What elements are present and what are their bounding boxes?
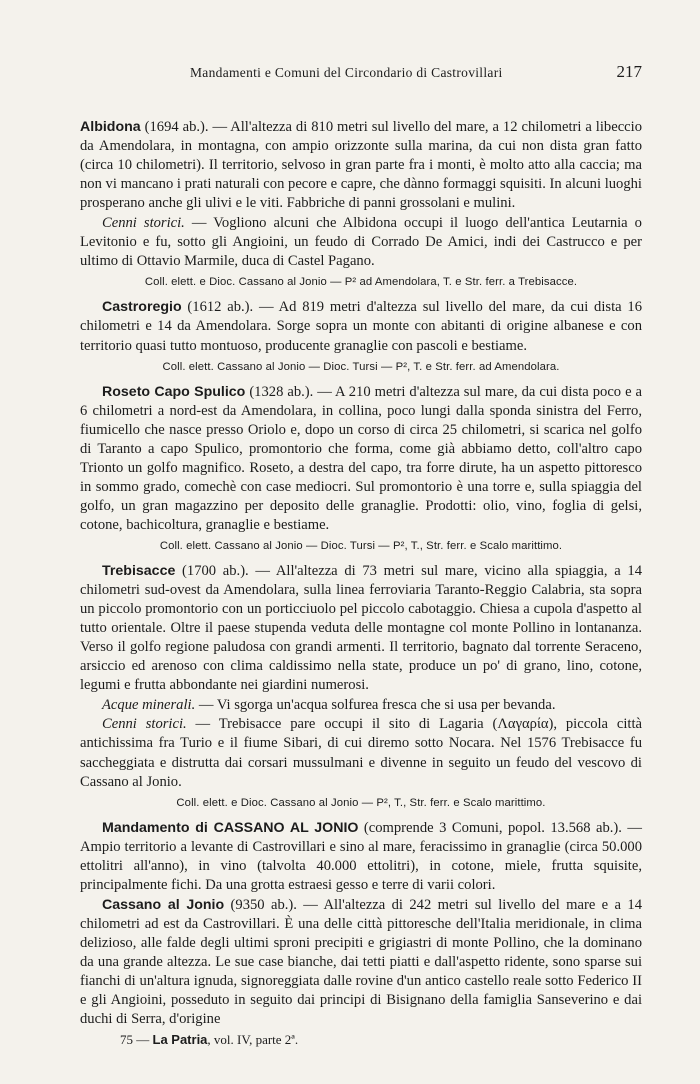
entry-text: (comprende 3 Comuni, popol. 13.568 ab.). — Ampio territorio a levante di Castrovillari e sino al mare, feracissimo in granaglie (circa 50.000 ettolitri all'anno), in vino (talvolta 40.000 ettolitri), in cotone, miele, frutta squisite, principalmente fichi. Da una grotta estraesi gesso e terre di varii colori. <box>80 819 642 893</box>
work-title: La Patria <box>152 1032 208 1047</box>
entry-text: (1694 ab.). — All'altezza di 810 metri sul livello del mare, a 12 chilometri a libeccio da Amendolara, in montagna, con ampio orizzonte sulla marina, da cui non dista gran fatto (circa 10 chilometri). Il territorio, selvoso in gran parte fra i monti, è molto atto alla caccia; ma non vi mancano i prati naturali con pecore e capre, che dànno formaggi squisiti. In alcuni luoghi prosperano anche gli ulivi e le viti. Fabbriche di panni grossolani e mulini. <box>80 119 642 212</box>
entry-heading: Trebisacce <box>102 563 176 580</box>
subsection-label: Cenni storici. <box>102 716 187 733</box>
page-number: 217 <box>616 62 642 81</box>
entry-admin-note: Coll. elett. Cassano al Jonio — Dioc. Tursi — P², T. e Str. ferr. ad Amendolara. <box>162 360 560 373</box>
volume-info: , vol. IV, parte 2ª. <box>207 1032 299 1047</box>
entry-text: (1700 ab.). — All'altezza di 73 metri sul mare, vicino alla spiaggia, a 14 chilometri sud-ovest da Amendolara, sulla linea ferroviaria Taranto-Reggio Calabria, sta sopra un piccolo promontorio con un porticciuolo pel piccolo cabotaggio. Chiesa a cupola d'aspetto al tutto orientale. Oltre il paese stupenda veduta delle montagne col monte Pollino in lontananza. Verso il golfo regione paludosa con grandi armenti. Il territorio, bagnato dal torrente Seraceno, arsiccio ed arenoso con clima caldissimo nella state, produce un po' di grano, lino, cotone, legumi e frutta abbondante nei giardini numerosi. <box>80 563 642 694</box>
page-header <box>80 62 642 82</box>
entry-text: (9350 ab.). — All'altezza di 242 metri sul livello del mare e a 14 chilometri ad est da Castrovillari. È una delle città pittoresche dell'Italia meridionale, in clima delizioso, alle falde degli ultimi sproni precipiti e grigiastri di monte Pollino, che la dominano da una grande altezza. Le sue case bianche, dai tetti piatti e dall'aspetto ridente, sono sparse sui fianchi di un'altura ignuda, signoreggiata dalle rovine d'un antico castello reale sotto Federico II e gli Angioini, posseduto in seguito dai principi di Bisignano della famiglia Sanseverino e dai duchi di Serra, d'origine <box>80 896 643 1028</box>
subsection-label: Acque minerali. <box>102 697 196 714</box>
entry-castroregio <box>80 298 642 355</box>
subsection-text: — Vogliono alcuni che Albidona occupi il luogo dell'antica Leutarnia o Levitonio e fu, sotto gli Angioini, un feudo di Corrado De Amici, indi dei Castrucco e per ultimo di Ottavio Marmile, duca di Castel Pagano. <box>80 215 642 270</box>
entry-heading: Mandamento di CASSANO AL JONIO <box>102 819 359 836</box>
running-title: Mandamenti e Comuni del Circondario di Castrovillari <box>190 65 503 80</box>
subsection-text: — Trebisacce pare occupi il sito di Lagaria (Λαγαρία), piccola città antichissima fra Turio e il fiume Sibari, di cui diremo sotto Nocara. Nel 1576 Trebisacce fu saccheggiata e distrutta dai corsari mussulmani e divenne in seguito un feudo del vescovo di Cassano al Jonio. <box>80 716 642 790</box>
entry-heading: Roseto Capo Spulico <box>102 383 246 400</box>
entry-trebisacce <box>80 562 642 695</box>
entry-subsection <box>80 715 642 791</box>
entry-heading: Albidona <box>80 119 141 135</box>
entry-admin-note: Coll. elett. e Dioc. Cassano al Jonio — P², T., Str. ferr. e Scalo marittimo. <box>176 796 546 809</box>
subsection-label: Cenni storici. <box>102 215 185 232</box>
signature-mark: 75 — <box>120 1032 153 1047</box>
entry-cassano <box>80 896 642 1029</box>
entry-mandamento-cassano <box>80 819 642 895</box>
entry-admin-note: Coll. elett. Cassano al Jonio — Dioc. Tursi — P², T., Str. ferr. e Scalo marittimo. <box>159 539 563 552</box>
subsection-text: — Vi sgorga un'acqua solfurea fresca che si usa per bevanda. <box>195 697 556 714</box>
entry-admin-note: Coll. elett. e Dioc. Cassano al Jonio — P² ad Amendolara, T. e Str. ferr. a Trebisacce. <box>144 276 578 289</box>
entry-text: (1328 ab.). — A 210 metri d'altezza sul mare, da cui dista poco e a 6 chilometri a nord-est da Amendolara, in collina, poco lungi dalla sponda sinistra del Ferro, fiumicello che nasce presso Oriolo e, dopo un corso di circa 25 chilometri, si scarica nel golfo di Taranto a capo Spulico, promontorio che forma, come già abbiamo detto, coll'altro capo Trionto un golfo magnifico. Roseto, a destra del capo, tra forre dirute, ha un aspetto pittoresco in sommo grado, comechè con case mediocri. Sul promontorio è una torre e, sulla spiaggia del golfo, un gran magazzino per deposito delle granaglie. Prodotti: olio, vino, foglia di gelsi, cotone, bachicoltura, granaglie e bestiame. <box>80 383 643 533</box>
entry-subsection <box>80 696 642 715</box>
entry-heading: Castroregio <box>102 299 182 316</box>
entry-roseto <box>80 383 642 535</box>
entry-subsection <box>80 214 642 271</box>
page-body <box>80 118 642 1030</box>
page-footer <box>120 1032 298 1048</box>
entry-heading: Cassano al Jonio <box>102 896 225 913</box>
entry-albidona <box>80 118 642 213</box>
entry-text: (1612 ab.). — Ad 819 metri d'altezza sul livello del mare, da cui dista 16 chilometri e 14 da Amendolara. Sorge sopra un monte con abitanti di origine albanese e con territorio quasi tutto montuoso, producente granaglie con pascoli e bestiame. <box>80 299 642 354</box>
